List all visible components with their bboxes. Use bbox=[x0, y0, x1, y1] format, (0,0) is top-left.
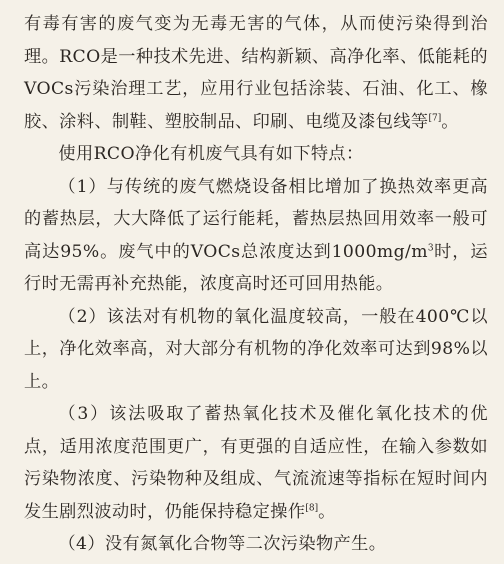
paragraph-rco-intro bbox=[24, 8, 488, 138]
citation-ref: [8] bbox=[305, 502, 319, 513]
paragraph-text: （1）与传统的废气燃烧设备相比增加了换热效率更高的蓄热层，大大降低了运行能耗，蓄热层热回用效率一般可高达95%。废气中的VOCs总浓度达到1000mg/m bbox=[24, 176, 488, 262]
paragraph-features-lead bbox=[24, 138, 488, 171]
paragraph-text: （2）该法对有机物的氧化温度较高，一般在400℃以上，净化效率高，对大部分有机物的净化效率可达到98%以上。 bbox=[24, 306, 488, 392]
paragraph-feature-2 bbox=[24, 301, 488, 399]
paragraph-text: （3）该法吸取了蓄热氧化技术及催化氧化技术的优点，适用浓度范围更广，有更强的自适应性，在输入参数如污染物浓度、污染物种及组成、气流流速等指标在短时间内发生剧烈波动时，仍能保持稳定操作 bbox=[24, 404, 488, 522]
paragraph-feature-4 bbox=[24, 528, 488, 561]
paragraph-end: 。 bbox=[318, 501, 336, 522]
paragraph-text: 有毒有害的废气变为无毒无害的气体，从而使污染得到治理。RCO是一种技术先进、结构新颖、高净化率、低能耗的VOCs污染治理工艺，应用行业包括涂装、石油、化工、橡胶、涂料、制鞋、塑胶制品、印刷、电缆及漆包线等 bbox=[24, 14, 488, 132]
paragraph-text-cont: 时，运行时无需再补充热能，浓度高时还可回用热能。 bbox=[24, 241, 488, 294]
paragraph-feature-3 bbox=[24, 398, 488, 528]
citation-ref: [7] bbox=[428, 112, 442, 123]
paragraph-end: 。 bbox=[441, 111, 459, 132]
paragraph-text: 使用RCO净化有机废气具有如下特点： bbox=[58, 144, 364, 164]
unit-superscript: 3 bbox=[427, 242, 434, 253]
paragraph-text: （4）没有氮氧化合物等二次污染物产生。 bbox=[58, 534, 387, 554]
paragraph-feature-1 bbox=[24, 171, 488, 301]
